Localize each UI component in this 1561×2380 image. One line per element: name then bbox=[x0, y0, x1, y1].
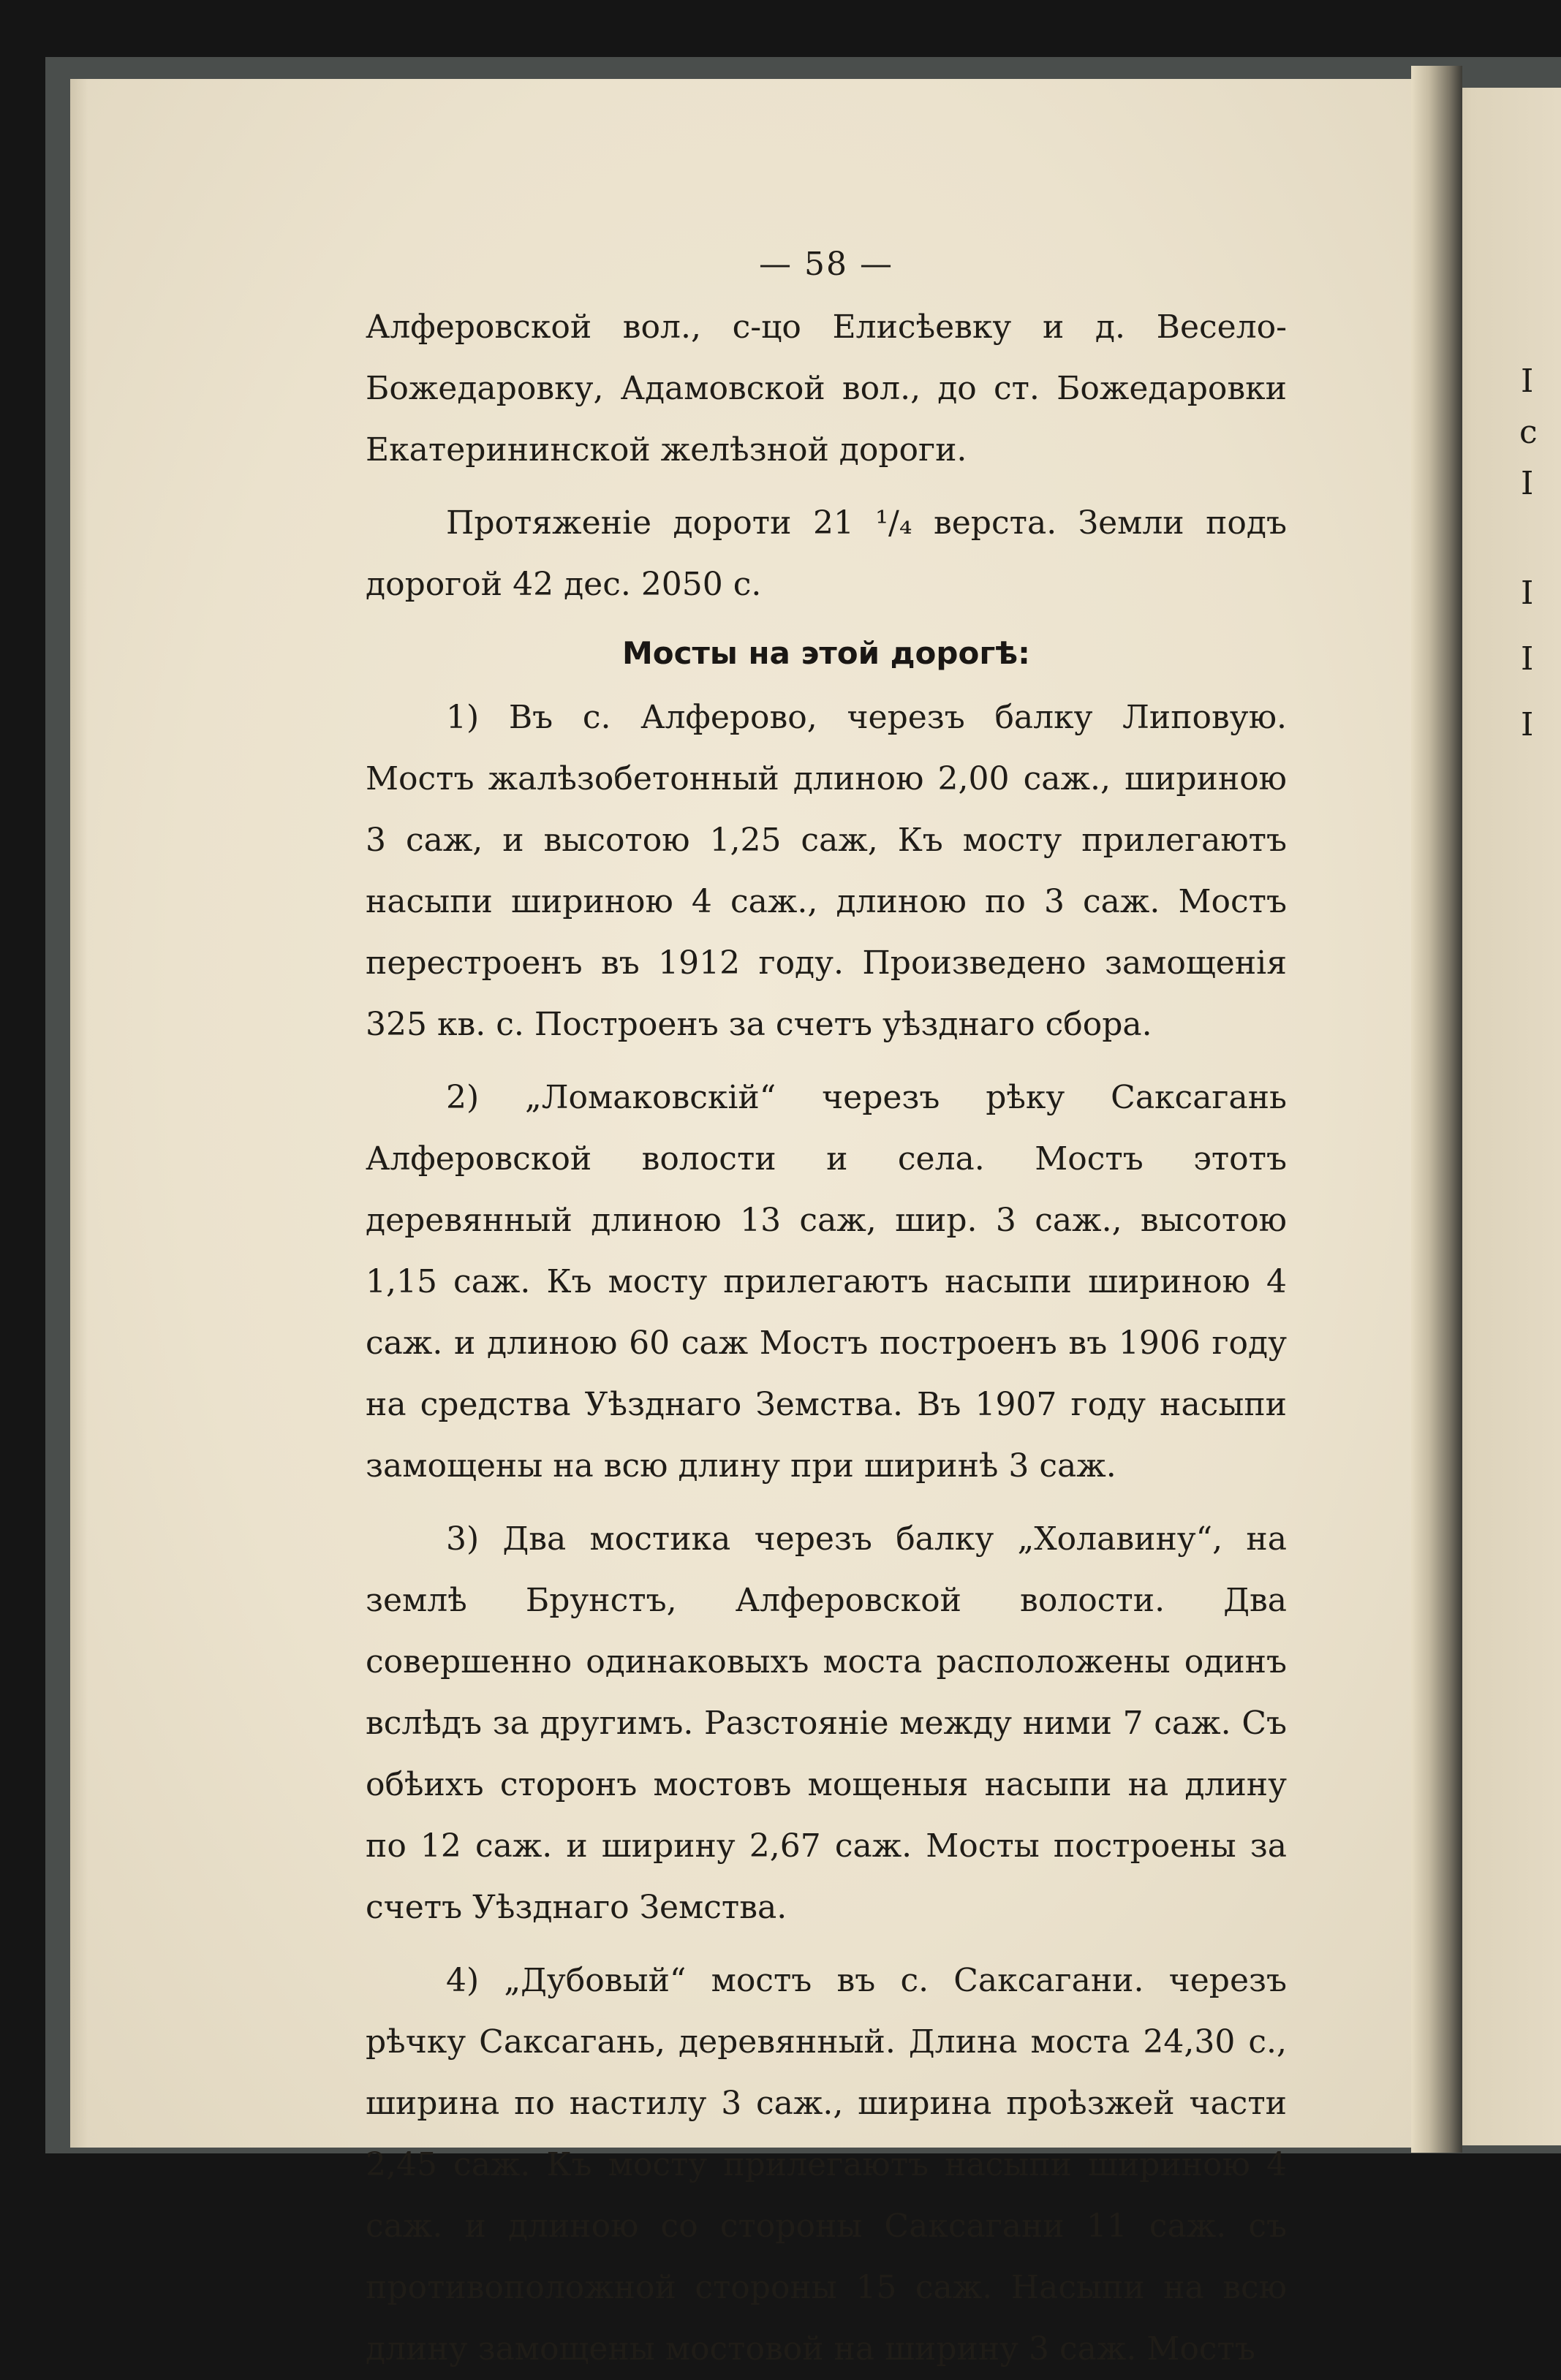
facing-page-glyph: c bbox=[1519, 414, 1538, 451]
facing-page-glyph: I bbox=[1521, 575, 1534, 612]
facing-page-glyph: I bbox=[1521, 363, 1534, 400]
section-heading: Мосты на этой дорогѣ: bbox=[622, 635, 1030, 671]
bridge-item-3: 3) Два мостика черезъ балку „Холавину“, на землѣ Брунстъ, Алферовской волости. Два совершенно одинаковыхъ моста расположены одинъ вслѣдъ за другимъ. Разстояніе между ними 7 саж. Съ обѣихъ сторонъ мостовъ мощеныя насыпи на длину по 12 саж. и ширину 2,67 саж. Мосты построены за счетъ Уѣзднаго Земства. bbox=[366, 1520, 1287, 1926]
bridge-item-2: 2) „Ломаковскій“ черезъ рѣку Саксагань Алферовской волости и села. Мостъ этотъ деревянный длиною 13 саж, шир. 3 саж., высотою 1,15 саж. Къ мосту прилегаютъ насыпи шириною 4 саж. и длиною 60 саж Мостъ построенъ въ 1906 году на средства Уѣзднаго Земства. Въ 1907 году насыпи замощены на всю длину при ширинѣ 3 саж. bbox=[366, 1079, 1287, 1485]
facing-page-glyph: I bbox=[1521, 640, 1534, 678]
page-number: — 58 — bbox=[759, 246, 893, 283]
facing-page-glyph: I bbox=[1521, 465, 1534, 502]
page-text bbox=[366, 234, 1287, 2380]
paragraph-road-length: Протяженіе дороти 21 ¹/₄ верста. Земли подъ дорогой 42 дес. 2050 с. bbox=[366, 504, 1287, 603]
spine-shadow bbox=[1411, 66, 1462, 2153]
paragraph-route-end: Алферовской вол., с-цо Елисѣевку и д. Весело-Божедаровку, Адамовской вол., до ст. Божедаровки Екатерининской желѣзной дороги. bbox=[366, 308, 1287, 469]
page-edge-shadow bbox=[70, 79, 88, 2148]
bridge-item-1: 1) Въ с. Алферово, черезъ балку Липовую. Мостъ жалѣзобетонный длиною 2,00 саж., шириною 3 саж, и высотою 1,25 саж, Къ мосту прилегаютъ насыпи шириною 4 саж., длиною по 3 саж. Мостъ перестроенъ въ 1912 году. Произведено замощенія 325 кв. с. Построенъ за счетъ уѣзднаго сбора. bbox=[366, 699, 1287, 1043]
bridge-item-4: 4) „Дубовый“ мостъ въ с. Саксагани. черезъ рѣчку Саксагань, деревянный. Длина моста 24,30 с., ширина по настилу 3 саж., ширина проѣзжей части 2,45 саж. Къ мосту прилегаютъ насыпи шириною 4 саж. и длиною со стороны Саксагани 11 саж. съ противоположной стороны 15 саж. Насыпи на всю длину замощены мостовой на ширину 3 саж. Мостъ bbox=[366, 1962, 1287, 2368]
facing-page-glyph: I bbox=[1521, 706, 1534, 743]
